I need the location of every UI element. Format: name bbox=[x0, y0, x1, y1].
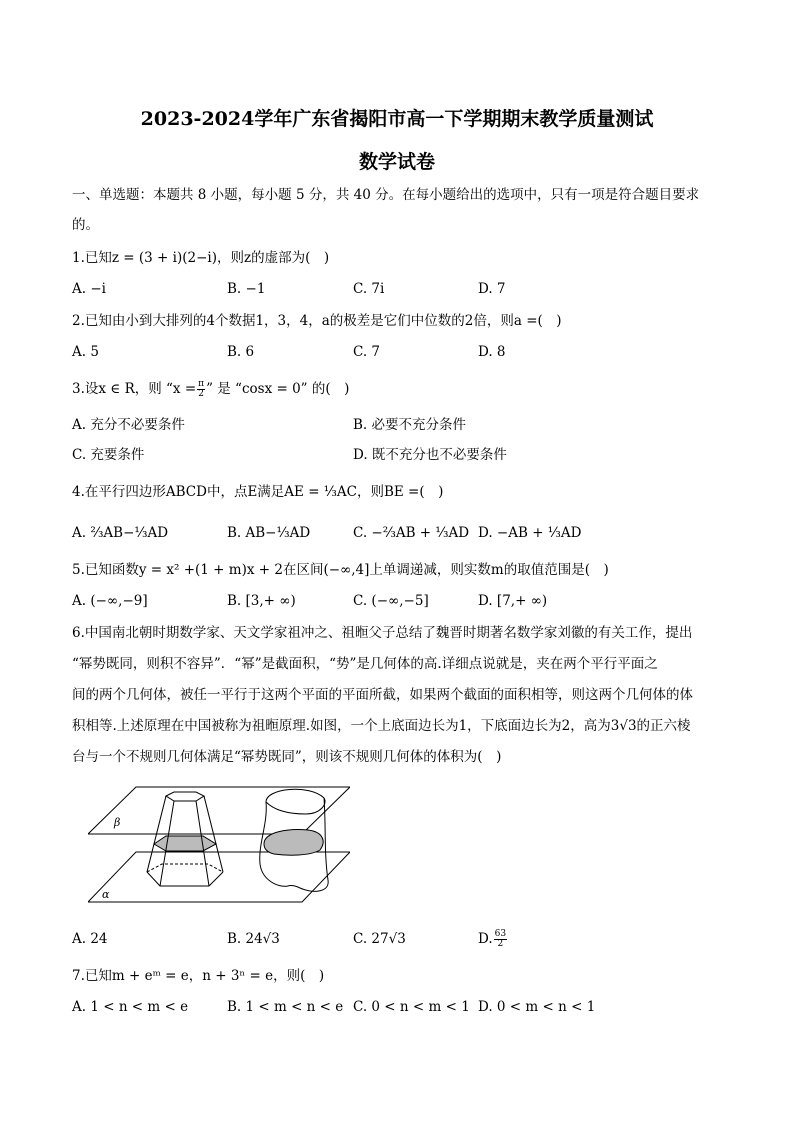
question-5-option-b: B. [3,+ ∞) bbox=[227, 593, 296, 609]
section-heading-line1: 一、单选题：本题共 8 小题，每小题 5 分，共 40 分。在每小题给出的选项中，只有一项是符合题目要求 bbox=[72, 187, 700, 203]
label-alpha: α bbox=[102, 888, 110, 901]
question-6-line-2: “幂势既同，则积不容异”．“幂”是截面积，“势”是几何体的高.详细点说就是，夹在两个平行平面之 bbox=[72, 656, 658, 672]
question-3-option-b: B. 必要不充分条件 bbox=[353, 417, 467, 433]
question-2-stem: 2.已知由小到大排列的4个数据1，3，4，a的极差是它们中位数的2倍，则a =( ) bbox=[72, 313, 562, 329]
question-6-line-1: 6.中国南北朝时期数学家、天文学家祖冲之、祖暅父子总结了魏晋时期著名数学家刘徽的有关工作，提出 bbox=[72, 625, 693, 641]
question-3-stem-post: ” 是 “cosx = 0” 的( ) bbox=[206, 381, 350, 397]
exam-title: 2023-2024学年广东省揭阳市高一下学期期末教学质量测试 bbox=[140, 108, 654, 130]
question-5-stem: 5.已知函数y = x² +(1 + m)x + 2在区间(−∞,4]上单调递减，则实数m的取值范围是( ) bbox=[72, 562, 609, 578]
question-6-line-3: 间的两个几何体，被任一平行于这两个平面的平面所截，如果两个截面的面积相等，则这两个几何体的体 bbox=[72, 687, 693, 703]
question-4-option-c: C. −⅔AB + ⅓AD bbox=[353, 525, 470, 541]
question-5-option-c: C. (−∞,−5] bbox=[353, 593, 429, 609]
question-6-line-4: 积相等.上述原理在中国被称为祖暅原理.如图，一个上底面边长为1，下底面边长为2，高为3√3的正六棱 bbox=[72, 718, 691, 734]
zu-geng-principle-figure bbox=[88, 784, 350, 906]
option-d-fraction bbox=[494, 930, 507, 949]
question-5-option-a: A. (−∞,−9] bbox=[72, 593, 148, 609]
question-4-option-d: D. −AB + ⅓AD bbox=[478, 525, 582, 541]
question-3-option-c: C. 充要条件 bbox=[72, 447, 145, 463]
frustum-cross-section bbox=[154, 836, 216, 851]
question-3-option-a: A. 充分不必要条件 bbox=[72, 417, 185, 433]
exam-subtitle: 数学试卷 bbox=[358, 151, 435, 173]
question-2-option-d: D. 8 bbox=[478, 344, 506, 360]
plane-alpha bbox=[88, 852, 350, 902]
question-6-line-5: 台与一个不规则几何体满足“幂势既同”，则该不规则几何体的体积为( ) bbox=[72, 749, 502, 765]
fraction-numerator: 63 bbox=[494, 929, 507, 939]
irregular-cross-section bbox=[264, 830, 323, 856]
hexagonal-frustum bbox=[147, 792, 223, 886]
question-1-option-b: B. −1 bbox=[227, 281, 266, 297]
question-7-option-a: A. 1 < n < m < e bbox=[72, 999, 189, 1015]
question-6-option-d bbox=[478, 930, 508, 949]
question-7-stem: 7.已知m + eᵐ = e，n + 3ⁿ = e，则( ) bbox=[72, 968, 325, 984]
question-1-option-d: D. 7 bbox=[478, 281, 506, 297]
question-7-option-b: B. 1 < m < n < e bbox=[227, 999, 344, 1015]
fraction-denominator: 2 bbox=[198, 389, 204, 399]
fraction-denominator: 2 bbox=[497, 939, 504, 949]
question-6-option-b: B. 24√3 bbox=[227, 931, 280, 947]
question-5-option-d: D. [7,+ ∞) bbox=[478, 593, 548, 609]
question-3-stem-pre: 3.设x ∈ R，则 “x = bbox=[72, 381, 197, 397]
fraction-numerator: π bbox=[198, 379, 205, 389]
option-d-label: D. bbox=[478, 931, 493, 947]
question-4-option-b: B. AB−⅓AD bbox=[227, 525, 311, 541]
question-3-option-d: D. 既不充分也不必要条件 bbox=[353, 447, 507, 463]
question-3-fraction bbox=[197, 380, 205, 399]
question-2-option-c: C. 7 bbox=[353, 344, 381, 360]
question-6-option-a: A. 24 bbox=[72, 931, 108, 947]
question-1-option-c: C. 7i bbox=[353, 281, 385, 297]
label-beta: β bbox=[114, 816, 121, 829]
question-4-stem: 4.在平行四边形ABCD中，点E满足AE = ⅓AC，则BE =( ) bbox=[72, 484, 444, 500]
question-1-option-a: A. −i bbox=[72, 281, 106, 297]
question-1-stem: 1.已知z = (3 + i)(2−i)，则z的虚部为( ) bbox=[72, 250, 330, 266]
question-7-option-d: D. 0 < m < n < 1 bbox=[478, 999, 596, 1015]
question-4-option-a: A. ⅔AB−⅓AD bbox=[72, 525, 169, 541]
question-7-option-c: C. 0 < n < m < 1 bbox=[353, 999, 470, 1015]
section-heading-line2: 的。 bbox=[72, 217, 99, 233]
question-2-option-b: B. 6 bbox=[227, 344, 255, 360]
irregular-solid bbox=[260, 789, 328, 891]
question-3-stem bbox=[72, 380, 349, 399]
question-2-option-a: A. 5 bbox=[72, 344, 99, 360]
question-6-option-c: C. 27√3 bbox=[353, 931, 406, 947]
